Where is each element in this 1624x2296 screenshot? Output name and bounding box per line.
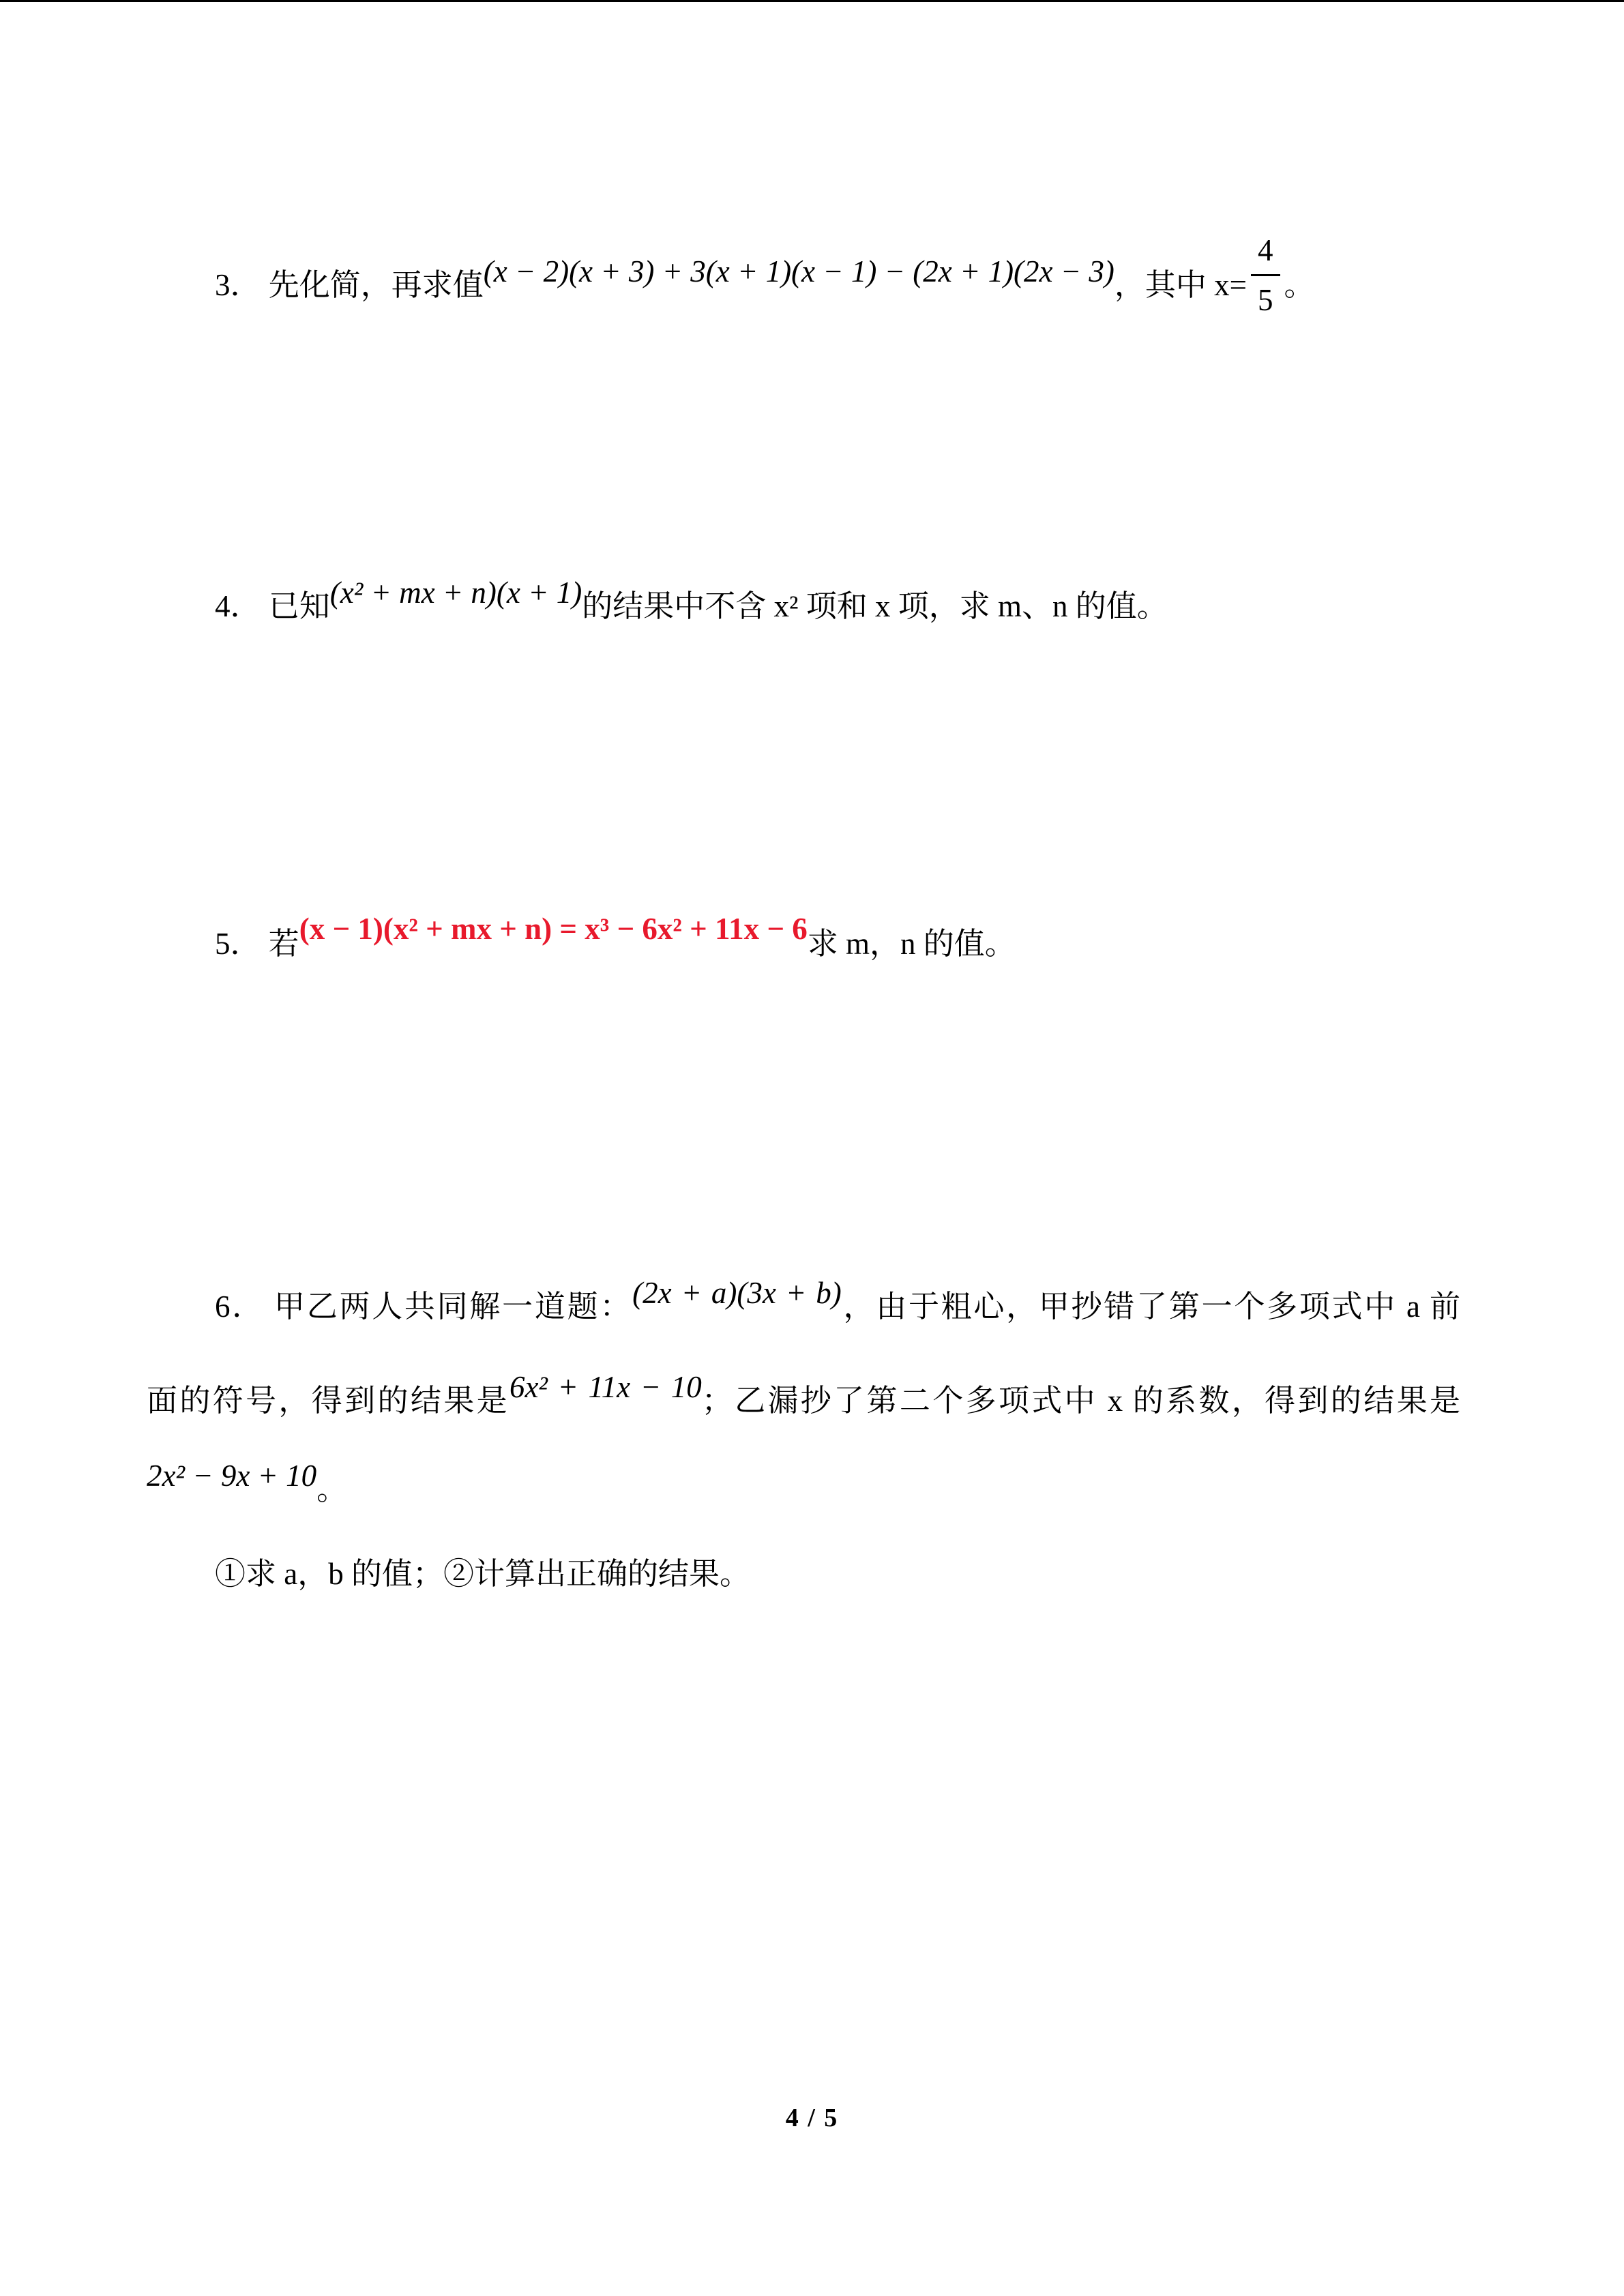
- problem-6-line-3: [147, 1459, 1460, 1509]
- problem-3: [215, 226, 1460, 324]
- problem-6-line2-prefix: 面的符号，得到的结果是: [147, 1384, 510, 1418]
- problem-4: [215, 576, 1460, 626]
- page-number: 4 / 5: [785, 2104, 839, 2132]
- fraction-numerator: 4: [1251, 226, 1280, 276]
- problem-4-text: 4． 已知: [215, 589, 330, 623]
- problem-3-mid-text: ，其中 x=: [1114, 268, 1247, 302]
- problem-3-text: 3． 先化简，再求值: [215, 268, 484, 302]
- problem-6-subquestions-text: ①求 a，b 的值；②计算出正确的结果。: [215, 1557, 750, 1591]
- problem-3-formula: (x − 2)(x + 3) + 3(x + 1)(x − 1) − (2x + 1)(2x − 3): [483, 254, 1114, 288]
- problem-5-red-formula: (x − 1)(x² + mx + n) = x³ − 6x² + 11x − 6: [299, 912, 808, 946]
- problem-5: [215, 912, 1460, 964]
- fraction-four-fifths: [1251, 226, 1280, 324]
- problem-6-text: 6． 甲乙两人共同解一道题：: [215, 1289, 633, 1324]
- problem-6-subquestions: [215, 1554, 1460, 1594]
- problem-6-formula-3: 2x² − 9x + 10: [147, 1459, 317, 1493]
- problem-4-formula: (x² + mx + n)(x + 1): [329, 576, 582, 610]
- problem-6-line-2: [147, 1370, 1460, 1420]
- problem-5-text: 5． 若: [215, 927, 299, 961]
- problem-6-line2-suffix: ；乙漏抄了第二个多项式中 x 的系数，得到的结果是: [701, 1384, 1460, 1418]
- screenshot-top-edge: [0, 0, 1624, 2]
- problem-4-suffix-text: 的结果中不含 x² 项和 x 项，求 m、n 的值。: [582, 589, 1168, 623]
- problem-6-line1-suffix: ，由于粗心，甲抄错了第一个多项式中 a 前: [841, 1289, 1460, 1324]
- problem-3-end-punct: 。: [1284, 268, 1315, 302]
- fraction-denominator: 5: [1258, 283, 1273, 317]
- problem-6-formula-1: (2x + a)(3x + b): [632, 1276, 842, 1310]
- problem-6-line3-punct: 。: [316, 1472, 348, 1506]
- problem-6-formula-2: 6x² + 11x − 10: [509, 1370, 702, 1404]
- problem-5-suffix-text: 求 m，n 的值。: [807, 927, 1016, 961]
- problem-6-line-1: [215, 1276, 1460, 1326]
